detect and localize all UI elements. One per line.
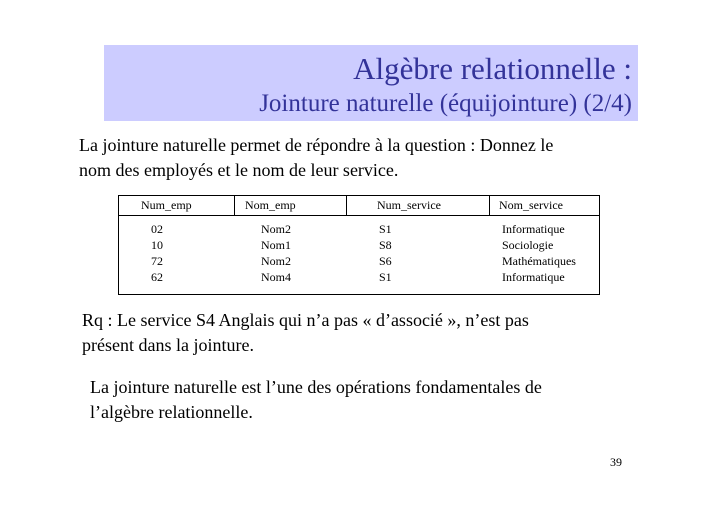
column-header-label: Nom_emp [245, 198, 296, 212]
join-result-table [118, 195, 600, 295]
table-header [119, 196, 599, 216]
cell-nom-emp: Nom2 [261, 254, 291, 268]
column-header-num-emp [119, 196, 234, 215]
cell-nom-emp: Nom4 [261, 270, 291, 284]
table-row [119, 253, 599, 269]
cell-num-service: S8 [379, 238, 392, 252]
intro-line-2: nom des employés et le nom de leur service. [79, 160, 399, 180]
cell-num-emp: 10 [151, 238, 163, 252]
cell-num-emp: 62 [151, 270, 163, 284]
cell-nom-emp: Nom1 [261, 238, 291, 252]
table-body [119, 221, 599, 285]
cell-num-service: S1 [379, 270, 392, 284]
table-row [119, 237, 599, 253]
column-header-label: Num_emp [141, 198, 192, 212]
table-row [119, 221, 599, 237]
table-row [119, 269, 599, 285]
cell-nom-service: Mathématiques [502, 254, 576, 268]
slide-title: Algèbre relationnelle : [353, 51, 632, 86]
slide-title-band [104, 45, 638, 121]
cell-nom-service: Informatique [502, 222, 565, 236]
cell-num-service: S6 [379, 254, 392, 268]
column-header-nom-emp [234, 196, 346, 215]
remark-line-2: présent dans la jointure. [82, 335, 254, 355]
closing-line-1: La jointure naturelle est l’une des opérations fondamentales de [90, 377, 542, 397]
cell-nom-service: Informatique [502, 270, 565, 284]
cell-num-emp: 72 [151, 254, 163, 268]
remark-paragraph [82, 308, 529, 358]
closing-paragraph [90, 375, 542, 425]
cell-num-emp: 02 [151, 222, 163, 236]
column-header-nom-service [489, 196, 599, 215]
cell-nom-emp: Nom2 [261, 222, 291, 236]
cell-num-service: S1 [379, 222, 392, 236]
page-number: 39 [610, 455, 622, 469]
closing-line-2: l’algèbre relationnelle. [90, 402, 253, 422]
cell-nom-service: Sociologie [502, 238, 554, 252]
column-header-label: Num_service [377, 198, 441, 212]
remark-line-1: Rq : Le service S4 Anglais qui n’a pas « d’associé », n’est pas [82, 310, 529, 330]
slide-subtitle: Jointure naturelle (équijointure) (2/4) [259, 90, 632, 117]
intro-paragraph [79, 133, 553, 183]
column-header-label: Nom_service [499, 198, 563, 212]
column-header-num-service [346, 196, 489, 215]
intro-line-1: La jointure naturelle permet de répondre à la question : Donnez le [79, 135, 554, 155]
